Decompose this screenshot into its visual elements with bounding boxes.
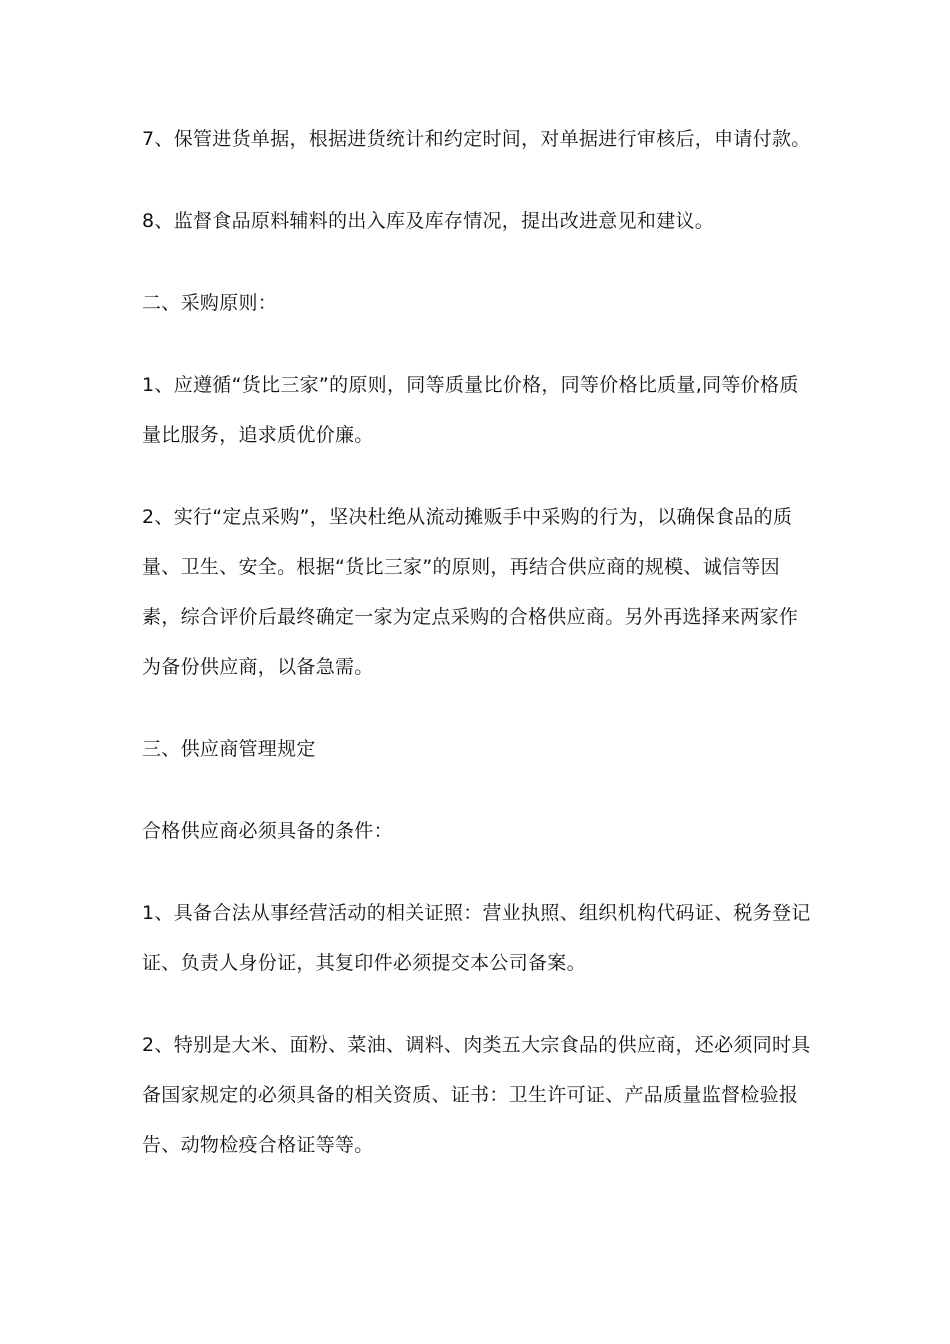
paragraph-principle-1: 1、应遵循“货比三家”的原则，同等质量比价格，同等价格比质量,同等价格质量比服务，追求质优价廉。 bbox=[142, 374, 799, 446]
paragraph-supplier-condition-2: 2、特别是大米、面粉、菜油、调料、肉类五大宗食品的供应商，还必须同时具备国家规定的必须具备的相关资质、证书：卫生许可证、产品质量监督检验报告、动物检疫合格证等等。 bbox=[142, 1034, 811, 1156]
section-heading-supplier-management: 三、供应商管理规定 bbox=[142, 738, 316, 760]
paragraph-supplier-conditions-intro: 合格供应商必须具备的条件： bbox=[142, 820, 393, 842]
document-body bbox=[142, 114, 814, 1202]
paragraph-principle-2: 2、实行“定点采购”，坚决杜绝从流动摊贩手中采购的行为，以确保食品的质量、卫生、安全。根据“货比三家”的原则，再结合供应商的规模、诚信等因素，综合评价后最终确定一家为定点采购的合格供应商。另外再选择来两家作为备份供应商，以备急需。 bbox=[142, 506, 799, 678]
paragraph-supplier-condition-1: 1、具备合法从事经营活动的相关证照：营业执照、组织机构代码证、税务登记证、负责人身份证，其复印件必须提交本公司备案。 bbox=[142, 902, 811, 974]
paragraph-duty-8: 8、监督食品原料辅料的出入库及库存情况，提出改进意见和建议。 bbox=[142, 210, 715, 232]
paragraph-duty-7: 7、保管进货单据，根据进货统计和约定时间，对单据进行审核后，申请付款。 bbox=[142, 128, 811, 150]
section-heading-procurement-principles: 二、采购原则： bbox=[142, 292, 278, 314]
